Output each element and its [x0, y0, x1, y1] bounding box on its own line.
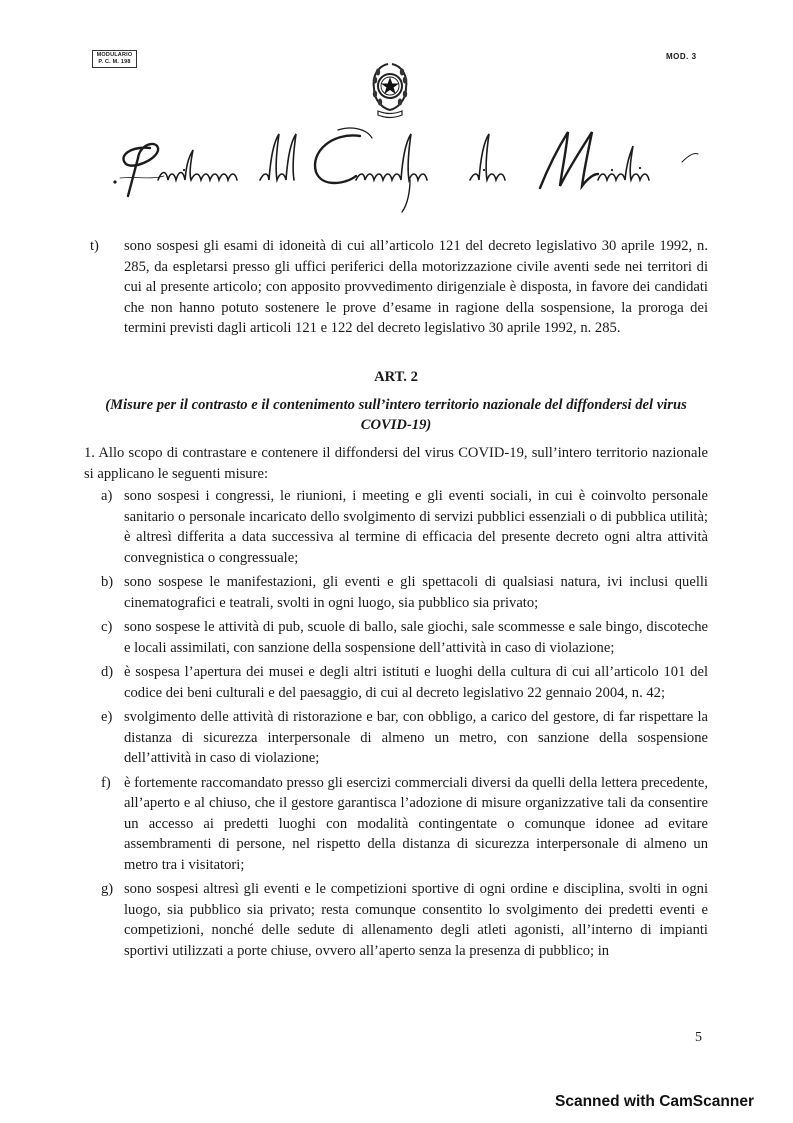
article-title: ART. 2 [374, 368, 418, 385]
item-text: sono sospesi gli esami di idoneità di cui all’articolo 121 del decreto legislativo 30 aprile 1992, n. 285, da espletarsi presso gli uffici periferici della motorizzazione civile aventi sede nei territori di cui al presente articolo; con apposito provvedimento dirigenziale è disposta, in favore dei candidati che non hanno potuto sostenere le prove d’esame in ragione della sospensione, la proroga dei termini previsti dagli articoli 121 e 122 del decreto legislativo 30 aprile 1992, n. 285. [124, 238, 708, 336]
modulario-stamp [92, 50, 137, 68]
item-text: sono sospesi i congressi, le riunioni, i meeting e gli eventi sociali, in cui è coinvolto personale sanitario o personale incaricato dello svolgimento di servizi pubblici essenziali o di pubblica utilità; è altresì differita a data successiva al termine di efficacia del presente decreto ogni altra attività convegnistica o congressuale; [124, 488, 708, 566]
item-text: è sospesa l’apertura dei musei e degli altri istituti e luoghi della cultura di cui all’articolo 101 del codice dei beni culturali e del paesaggio, di cui al decreto legislativo 22 gennaio 2004, n. 42; [124, 664, 708, 701]
list-item-b [101, 572, 708, 613]
item-letter: e) [101, 709, 113, 725]
list-item-g [101, 879, 708, 961]
measures-list [84, 486, 708, 961]
item-letter: a) [101, 488, 113, 504]
modulario-line1: MODULARIO [96, 52, 133, 58]
list-item-a [101, 486, 708, 568]
list-item-c [101, 617, 708, 658]
item-text: svolgimento delle attività di ristorazione e bar, con obbligo, a carico del gestore, di far rispettare la distanza di sicurezza interpersonale di almeno un metro, con sanzione della sospensione dell’attività in caso di violazione; [124, 709, 708, 766]
item-text: sono sospese le manifestazioni, gli eventi e gli spettacoli di qualsiasi natura, ivi inclusi quelli cinematografici e teatrali, svolti in ogni luogo, sia pubblico sia privato; [124, 574, 708, 611]
list-item-d [101, 662, 708, 703]
document-body [84, 236, 708, 961]
mod-label: MOD. 3 [666, 52, 697, 61]
item-text: sono sospesi altresì gli eventi e le competizioni sportive di ogni ordine e disciplina, svolti in ogni luogo, sia pubblico sia privato; resta comunque consentito lo svolgimento dei predetti eventi e competizioni, nonché delle sedute di allenamento degli atleti agonisti, all’interno di impianti sportivi utilizzati a porte chiuse, ovvero all’aperto senza la presenza di pubblico; in [124, 881, 708, 959]
page-number: 5 [695, 1030, 702, 1045]
scanner-watermark: Scanned with CamScanner [555, 1093, 754, 1110]
presidency-script-title [110, 118, 700, 218]
item-letter: f) [101, 774, 111, 791]
item-text: è fortemente raccomandato presso gli esercizi commerciali diversi da quelli della lettera precedente, all’aperto e al chiuso, che il gestore garantisca l’adozione di misure organizzative tali da consentire un accesso ai predetti luoghi con modalità contingentate o comunque idonee ad evitare assembramenti di persone, nel rispetto della distanza di sicurezza interpersonale di almeno un metro tra i visitatori; [124, 774, 708, 873]
item-letter: d) [101, 664, 114, 680]
italian-republic-emblem-icon [366, 58, 414, 120]
item-text: sono sospese le attività di pub, scuole di ballo, sale giochi, sale scommesse e sale bingo, discoteche e locali assimilati, con sanzione della sospensione dell’attività in caso di violazione; [124, 619, 708, 656]
item-letter: c) [101, 619, 113, 635]
article-subtitle: (Misure per il contrasto e il contenimento sull’intero territorio nazionale del diffondersi del virus COVID-19) [105, 397, 687, 433]
modulario-line2: P. C. M. 198 [98, 59, 131, 65]
list-item-t [84, 236, 708, 339]
list-item-e [101, 707, 708, 769]
item-letter: g) [101, 881, 114, 897]
article-intro-paragraph: 1. Allo scopo di contrastare e contenere il diffondersi del virus COVID-19, sull’intero territorio nazionale si applicano le seguenti misure: [84, 445, 708, 482]
list-item-f [101, 773, 708, 876]
item-letter: t) [90, 238, 99, 254]
item-letter: b) [101, 574, 114, 590]
